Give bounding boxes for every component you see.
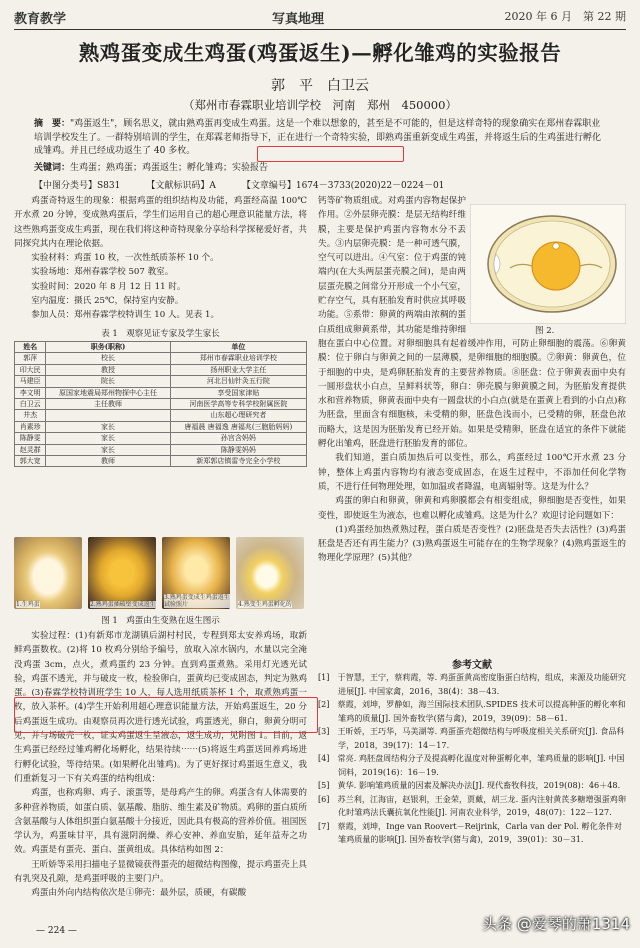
table-body [15,353,307,467]
figure-1-caption: 图 1 鸡蛋由生变熟在返生图示 [101,616,220,626]
header-column-name: 教育教学 [14,12,67,27]
table-cell: 肖素珍 [15,421,46,432]
table-cell: 陈静雯 [15,433,46,444]
table-cell: 主任教师 [46,399,170,410]
paragraph: 我们知道，蛋白质加热后可以变性，那么，鸡蛋经过 100℃开水煮 23 分钟，整体上鸡蛋内容物均有液态变成固态，在返生过程中，不添加任何化学物质，不进行任何物理处理，如加温或者降温，电离辐射等。这是为什么？ [318,453,626,492]
table-header-cell: 姓名 [15,342,46,353]
table-cell: 院长 [46,376,170,387]
photo-label: 1.生鸡蛋 [16,601,40,608]
table-cell [46,410,170,421]
table-header-cell: 职务(职称) [46,342,170,353]
paragraph: 鸡蛋奇特返生的现象：根据鸡蛋的组织结构及功能，鸡蛋经高温 100℃开水煮 20 分钟，变成熟鸡蛋后，学生们运用自己的超心理意识能量方法，将这些熟鸡蛋变成生鸡蛋，现在我们将这种奇特现象分享给科学探秘爱好者，共同探究其内在理论依据。 [14,196,307,249]
references-list [318,671,626,847]
table-cell: 河南医学高等专科学校附属医院 [170,399,306,410]
table-row [15,410,307,421]
red-highlight-box-abstract [257,146,404,162]
doc-code: 【文献标识码】A [146,181,216,191]
table-cell: 校长 [46,353,170,364]
table-1 [14,328,307,467]
keywords-label: 关键词： [34,163,71,173]
paragraph: 室内温度：摄氏 25℃，保持室内安静。 [31,296,184,307]
table-cell: 陈静雯妈妈 [170,444,306,455]
clc-code: 【中图分类号】S831 [34,181,121,191]
paragraph: 鸡蛋的卵白和卵黄，卵黄和鸡卵膜都会有相变组成，卵细胞是否变性，如果变性，即使返生为液态，也难以孵化成雏鸡。这是为什么？欢迎讨论问题如下： [318,496,626,521]
paragraph: 实验场地：郑州春霖学校 507 教室。 [31,267,174,278]
table-cell: 河北吕仙针灸五行院 [170,376,306,387]
table-header-cell: 单位 [170,342,306,353]
abstract-highlight: 并且已经成功返生了 40 多枚。 [70,146,196,156]
keywords [34,162,606,175]
column-left-top [14,194,307,323]
reference-item: [6] 苏兰利，江海宙，赵银利，王金荣，贾戴，胡三龙. 蛋内注射黄芪多糖增强蛋鸡卵化时雏鸡法氏囊抗氧化性能[J]. 河南农业科学，2019，48(07)：122－127. [318,793,626,817]
abstract-text: "鸡蛋返生"，顾名思义，就由熟鸡蛋再变成生鸡蛋。这是一个难以想象的，甚至是不可能的，但是这样奇特的现象确实在郑州春霖职业培训学校发生了。一群特别培训的学生，在郑霖老师指导下，正在进行一个奇特实验，即熟鸡蛋重新变成生鸡蛋，并将返生后的生鸡蛋进行孵化成雏鸡。 [34,119,602,156]
paragraph: 实验时间：2020 年 8 月 12 日 11 时。 [31,281,186,292]
table-row [15,376,307,387]
header-rule [14,29,626,30]
paragraph-text: 由观察员再次进行透光试验，鸡蛋透光，卵白，卵黄分明可见，并与场破壳一枚，证实鸡蛋返生呈液态，返生成功，见附图 1。目前，返生鸡蛋已经经过雏鸡孵化场孵化，结果待续⋯⋯(5)将返生鸡蛋送回养鸡场进行孵化试验，等待结果。(如果孵化出雏鸡)。为了更好探讨鸡蛋返生意义，我们重新复习一下有关鸡蛋的结构组成： [14,716,307,784]
table-cell: 郭萍 [15,353,46,364]
article-authors: 郭 平 白卫云 [271,78,369,94]
table-cell: 新郑郭店镇雷寺完全小学校 [170,456,306,467]
photo-raw-egg [14,537,82,609]
header-issue: 2020 年 6 月 第 22 期 [504,10,626,23]
table-row [15,444,307,455]
table-cell: 孙宫含妈妈 [170,433,306,444]
article-affiliation: （郑州市春霖职业培训学校 河南 郑州 450000） [183,98,457,112]
table-row [15,364,307,375]
photo-hatched-chick [236,537,304,609]
table-row [15,399,307,410]
reference-item: [2] 蔡霞，刘坤，罗静如，海兰国际技术团队.SPIDES 技术可以提高种蛋的孵化率和雏鸡的质量[J]. 国外畜牧学(猪与禽)，2019，39(09)：58－61. [318,699,626,723]
column-left-bottom [14,629,307,901]
paragraph: 实验材料：鸡蛋 10 枚，一次性纸质茶杯 10 个。 [31,253,219,264]
table-cell: 唐福晨 唐福逸 唐福兆(三胞胎妈妈) [170,421,306,432]
table-cell: 享受国家津贴 [170,387,306,398]
header-journal-name: 写真地理 [272,12,325,27]
table-row [15,353,307,364]
photo-label: 2.熟鸡蛋插破壁变成返生 [90,601,156,608]
table-cell: 山东超心理研究者 [170,410,306,421]
table-cell: 赵灵群 [15,444,46,455]
reference-item: [4] 常亮. 鸡胚盘周结构分子及提高孵化温度对种蛋孵化率，雏鸡质量的影响[J]. 中国饲料，2019(16)：16－19. [318,753,625,777]
photo-candling-egg [162,537,230,609]
highlighted-text: (3)春霖学校特训班学生 10 人，每人选用纸质茶杯 1 个，取煮熟鸡蛋一枚，放入茶杯。(4)学生开始利用超心理意识能量方法，开始鸡蛋返生，20 分后鸡蛋返生成功。 [14,688,307,727]
paragraph: (1)鸡蛋经加热煮熟过程，蛋白质是否变性？(2)胚盘是否失去活性？(3)鸡蛋胚盘是否还有再生能力？(3)熟鸡蛋返生可能存在的生物学现象？(4)熟鸡蛋返生的物理化学原理？(5)其他？ [318,524,626,564]
table-cell: 郭大宽 [15,456,46,467]
table-cell: 马建臣 [15,376,46,387]
page-number: — 224 — [36,926,77,936]
table-row [15,433,307,444]
paragraph: 鸡蛋由外向内结构依次是①卵壳：最外层，质硬，有碳酸 [31,888,247,899]
table-row [15,421,307,432]
table-cell: 教授 [46,364,170,375]
abstract-label: 摘 要： [34,119,71,129]
figure-1 [14,537,307,612]
table-row [15,387,307,398]
table-cell: 井杰 [15,410,46,421]
paragraph: 钙等矿物质组成。对鸡蛋内容物起保护作用。②外层卵壳膜：是层无结构纤维膜，主要是保护鸡蛋内容物水分不丢失。③内层卵壳膜：是一种可透气膜，空气可以进出。④气室：位于鸡蛋的钝端内(在大头两层蛋壳膜之间)，是由两层蛋壳膜之间常分开形成一个小气室，贮存空气，具有胚胎发育时供应其呼吸功能。⑤系带：卵黄的两端由浓稠的蛋白质组成卵黄系带，其功能是维持卵细胞在蛋白中心位置。对卵细胞具有起着缓冲作用，可防止卵细胞的震荡。⑥卵黄膜：位于卵白与卵黄之间的一层薄膜，是卵细胞的细胞膜。⑦卵黄：卵黄色，位于细胞的中央，是鸡卵胚胎发育的主要营养物质。⑧胚盘：位于卵黄表面中央有一圆形盘状小白点，呈鲜料状等，卵白：卵壳膜与卵黄膜之间，为胚胎发育提供水和营养物质，卵黄表面中央有一圆盘状的小白点(就是在蛋黄上看到的小白点)称为胚盘，里面含有细胞核，未受精的卵，胚盘色浅而小，已受精的卵，胚盘色浓而略大，这是因为胚胎发育已经开始。如果是受精卵，胚盘在适宜的条件下就能孵化出雏鸡，胚盘进行胚胎发育的部位。 [318,196,626,450]
table-cell: 李文明 [15,387,46,398]
table-caption: 表 1 观察见证专家及学生家长 [101,329,220,339]
figure-2-caption: 图 2. [535,326,555,336]
photo-egg-in-cup [88,537,156,609]
column-right [318,194,626,566]
table-cell: 家长 [46,444,170,455]
reference-item: [5] 黄华. 影响雏鸡质量的因素及解决办法[J]. 现代畜牧科技，2019(08)：46＋48. [318,780,621,790]
table-row [15,456,307,467]
table-cell: 家长 [46,421,170,432]
table-cell: 扬州职业大学主任 [170,364,306,375]
red-highlight-box-experiment [14,697,318,733]
keywords-text: 生鸡蛋；熟鸡蛋；鸡蛋返生；孵化雏鸡；实验报告 [70,163,269,173]
table-cell: 原国家地震局郑州物探中心主任 [46,387,170,398]
table-cell: 白卫云 [15,399,46,410]
paragraph: 参加人员：郑州春霖学校特训生 10 人。见表 1。 [31,310,220,321]
paragraph-text: 实验过程：(1)有新郑市龙湖镇后湖村村民，专程到郑太安养鸡场，取新鲜鸡蛋数枚。(2)将 10 枚鸡分别给予编号，放取入凉水锅内，水量以完全淹没鸡蛋 3cm，点火，煮鸡蛋约 23 分钟。直到鸡蛋煮熟。采用灯光透光试验，鸡蛋不透光，并与破皮一枚，检验卵白，蛋黄均已变成固态，判定为熟鸡蛋。 [14,631,307,699]
table-cell: 郑州市春霖职业培训学校 [170,353,306,364]
paragraph: 鸡蛋，也称鸡卵、鸡子、滚蛋等，是母鸡产生的卵。鸡蛋含有人体需要的多种营养物质，如蛋白质、氨基酸、脂肪、维生素及矿物质。鸡卵的蛋白质所含氨基酸与人体组织蛋白氨基酸十分接近，因此具有极高的营养价值。祖国医学认为，鸡蛋味甘平，具有滋阴润燥、养心安神、养血安胎，延年益寿之功效。鸡蛋是有蛋壳、蛋白、蛋黄组成。具体结构如图 2： [14,788,307,856]
table-cell: 家长 [46,433,170,444]
figure-2-space [466,194,626,326]
page-header [14,6,626,30]
paragraph: 王昕娇等采用扫描电子显微镜获得蛋壳的超微结构图像，提示鸡蛋壳上具有乳突及孔隙，是鸡蛋呼吸的主要门户。 [14,859,307,885]
references-title: 参考文献 [452,660,492,671]
table-cell: 教师 [46,456,170,467]
classification-line [34,178,470,191]
article-title: 熟鸡蛋变成生鸡蛋(鸡蛋返生)—孵化雏鸡的实验报告 [78,41,562,65]
table-header-row [15,342,307,353]
table-cell: 印大民 [15,364,46,375]
reference-item: [1] 于智慧，王宁，蔡莉霞，等. 鸡蛋蛋黄高密度脂蛋白结构，组成，来源及功能研究进展[J]. 中国家禽，2016，38(4)：38－43. [318,672,626,696]
reference-item: [3] 王昕娇，王巧华，马美湖等. 鸡蛋蛋壳超微结构与呼吸度相关关系研究[J]. 食品科学，2018，39(17)：14－17. [318,726,625,750]
participants-table [14,341,307,467]
watermark: 头条 @爱琴的萧1314 [482,915,630,933]
article-number: 【文章编号】1674－3733(2020)22－0224－01 [241,181,445,191]
photo-label: 3.熟鸡蛋变成生鸡蛋返生试验照片 [164,594,230,608]
photo-label: 4.熟变生鸡蛋孵化的 [238,601,292,608]
reference-item: [7] 蔡霞，刘坤，Inge van Roovert－Reijrink，Carla van der Pol. 孵化条件对雏鸡质量的影响[J]. 国外畜牧学(猪与禽)，2019，39(01)：30－31. [318,820,622,844]
